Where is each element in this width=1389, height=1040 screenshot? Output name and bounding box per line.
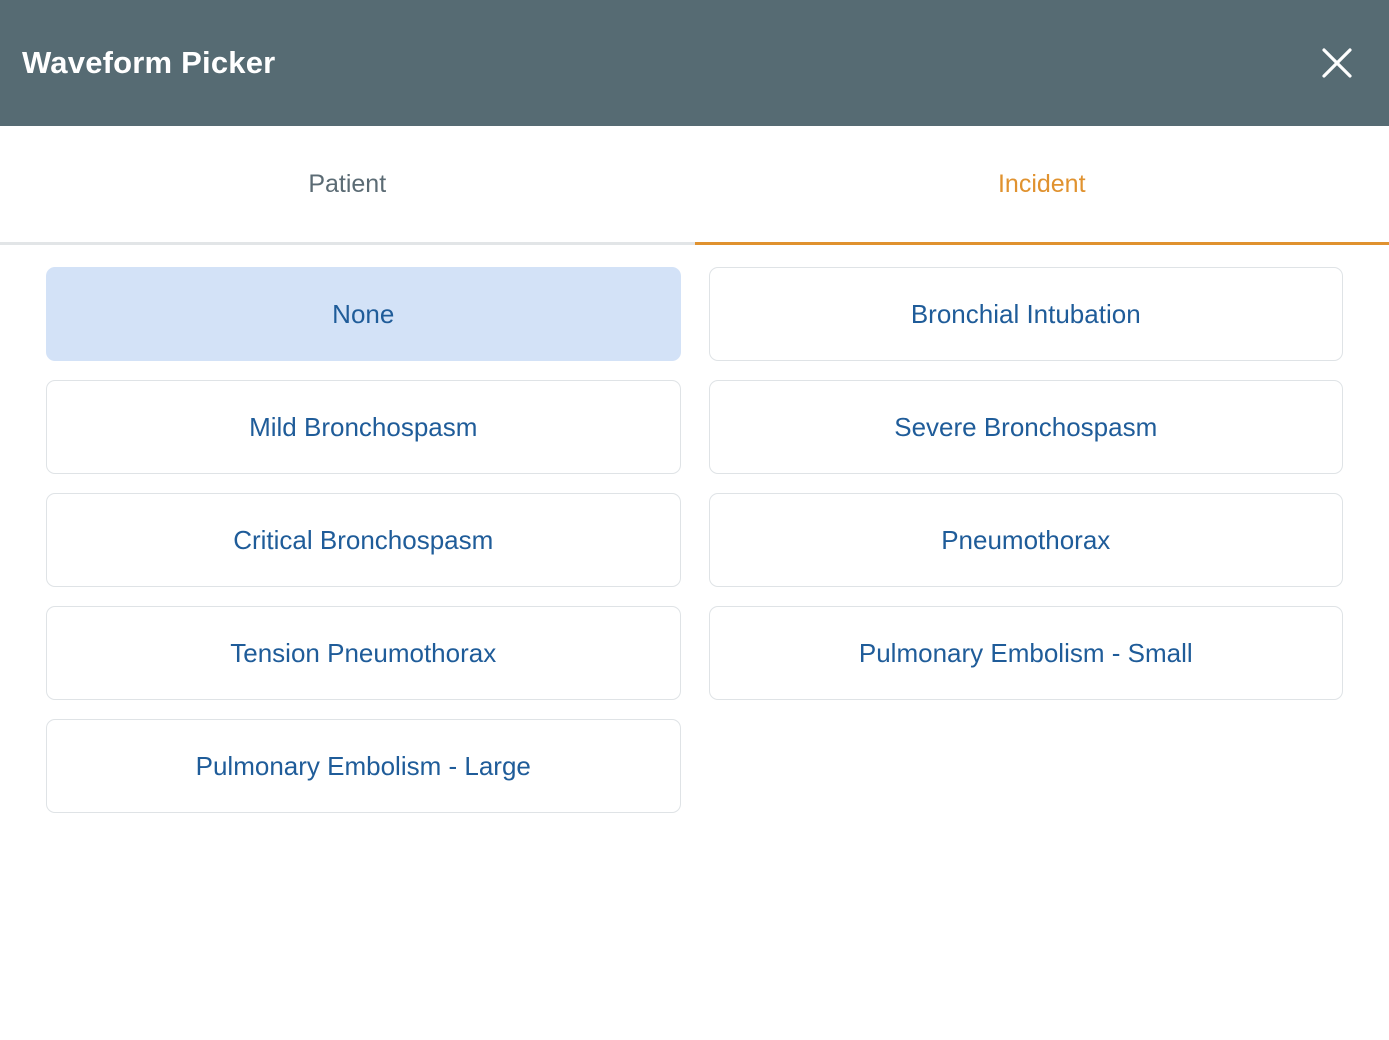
options-column-left [46, 267, 681, 813]
option-item[interactable]: Critical Bronchospasm [46, 493, 681, 587]
tab-bar [0, 126, 1389, 245]
option-item[interactable]: Pulmonary Embolism - Small [709, 606, 1344, 700]
option-item[interactable]: Mild Bronchospasm [46, 380, 681, 474]
tab-patient[interactable]: Patient [0, 126, 695, 245]
dialog-title: Waveform Picker [22, 45, 276, 80]
option-item[interactable]: Tension Pneumothorax [46, 606, 681, 700]
option-item[interactable]: Severe Bronchospasm [709, 380, 1344, 474]
option-item[interactable]: Bronchial Intubation [709, 267, 1344, 361]
option-item[interactable]: Pneumothorax [709, 493, 1344, 587]
dialog-titlebar [0, 0, 1389, 126]
close-button[interactable] [1313, 39, 1361, 87]
option-item[interactable]: None [46, 267, 681, 361]
options-column-right [709, 267, 1344, 700]
tab-incident[interactable]: Incident [695, 126, 1389, 245]
option-item[interactable]: Pulmonary Embolism - Large [46, 719, 681, 813]
picker-content [0, 245, 1389, 1040]
close-icon [1319, 45, 1355, 81]
